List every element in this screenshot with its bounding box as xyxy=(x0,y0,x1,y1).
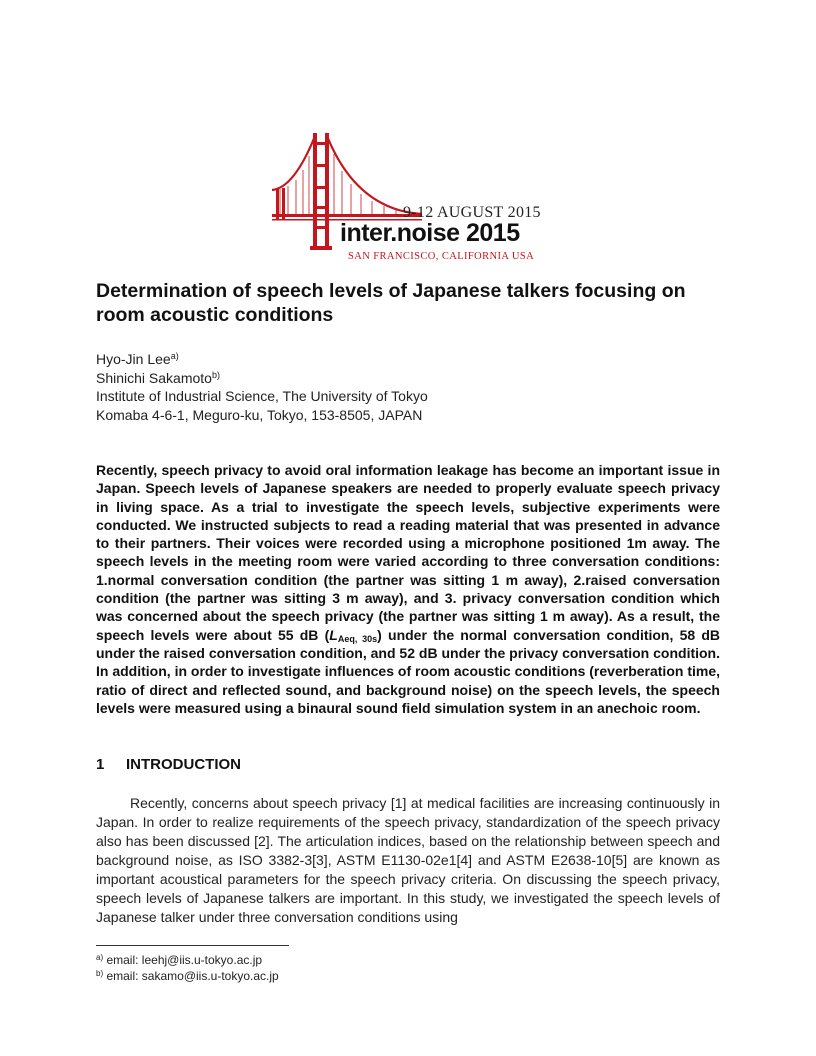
footnote-mark: a) xyxy=(96,953,104,962)
address: Komaba 4-6-1, Meguro-ku, Tokyo, 153-8505, JAPAN xyxy=(96,406,423,423)
author-mark: a) xyxy=(170,351,179,361)
affiliation: Institute of Industrial Science, The University of Tokyo xyxy=(96,388,428,404)
level-subscript: Aeq, 30s xyxy=(337,633,378,644)
conference-name: inter.noise 2015 xyxy=(340,219,520,247)
abstract-text: Recently, speech privacy to avoid oral information leakage has become an important issue in Japan. Speech levels of Japanese speakers are needed to properly evaluate speech privacy in living space. As a trial to investigate the speech levels, subjective experiments were conducted. We instructed subjects to read a reading material that was presented in advance to their partners. Their voices were recorded using a microphone positioned 1m away. The speech levels in the meeting room were varied according to three conversation conditions: 1.normal conversation condition (the partner was sitting 1 m away), 2.raised conversation condition (the partner was sitting 3 m away), and 3. privacy conversation condition which was concerned about the speech privacy (the partner was sitting 1 m away). As a result, the speech levels were about 55 dB ( xyxy=(96,462,720,643)
footnote-text: email: sakamo@iis.u-tokyo.ac.jp xyxy=(103,969,279,983)
author-name: Shinichi Sakamoto xyxy=(96,369,212,386)
footnote xyxy=(96,953,262,967)
section-heading xyxy=(96,756,241,773)
author-line xyxy=(96,369,716,388)
level-symbol: L xyxy=(329,626,338,643)
conference-date: 9-12 AUGUST 2015 xyxy=(403,204,541,221)
conference-location: SAN FRANCISCO, CALIFORNIA USA xyxy=(348,251,535,262)
footnote xyxy=(96,969,279,983)
author-line xyxy=(96,350,716,369)
author-name: Hyo-Jin Lee xyxy=(96,351,171,367)
footnote-mark: b) xyxy=(96,969,104,978)
footnote-text: email: leehj@iis.u-tokyo.ac.jp xyxy=(103,953,263,967)
footnote-divider xyxy=(96,945,289,946)
author-block xyxy=(96,350,716,424)
introduction-paragraph: Recently, concerns about speech privacy [1] at medical facilities are increasing continuously in Japan. In order to realize requirements of the speech privacy, standardization of the speech privacy also has been discussed [2]. The articulation indices, based on the relationship between speech and background noise, as ISO 3382-3[3], ASTM E1130-02e1[4] and ASTM E2638-10[5] are known as important acoustical parameters for the speech privacy criteria. On discussing the speech privacy, speech levels of Japanese talkers are important. In this study, we investigated the speech levels of Japanese talker under three conversation conditions using xyxy=(96,795,720,925)
author-mark: b) xyxy=(211,369,220,380)
paper-title: Determination of speech levels of Japanese talkers focusing on room acoustic conditions xyxy=(96,280,686,326)
abstract xyxy=(96,461,720,717)
conference-logo xyxy=(272,128,547,268)
abstract-text: ) under the normal conversation condition, 58 dB under the raised conversation condition, and 52 dB under the privacy conversation condition. In addition, in order to investigate influences of room acoustic conditions (reverberation time, ratio of direct and reflected sound, and background noise) on the speech levels, the speech levels were measured using a binaural sound field simulation system in an anechoic room. xyxy=(96,626,720,716)
section-number: 1 xyxy=(96,756,105,773)
section-title: INTRODUCTION xyxy=(126,756,241,773)
